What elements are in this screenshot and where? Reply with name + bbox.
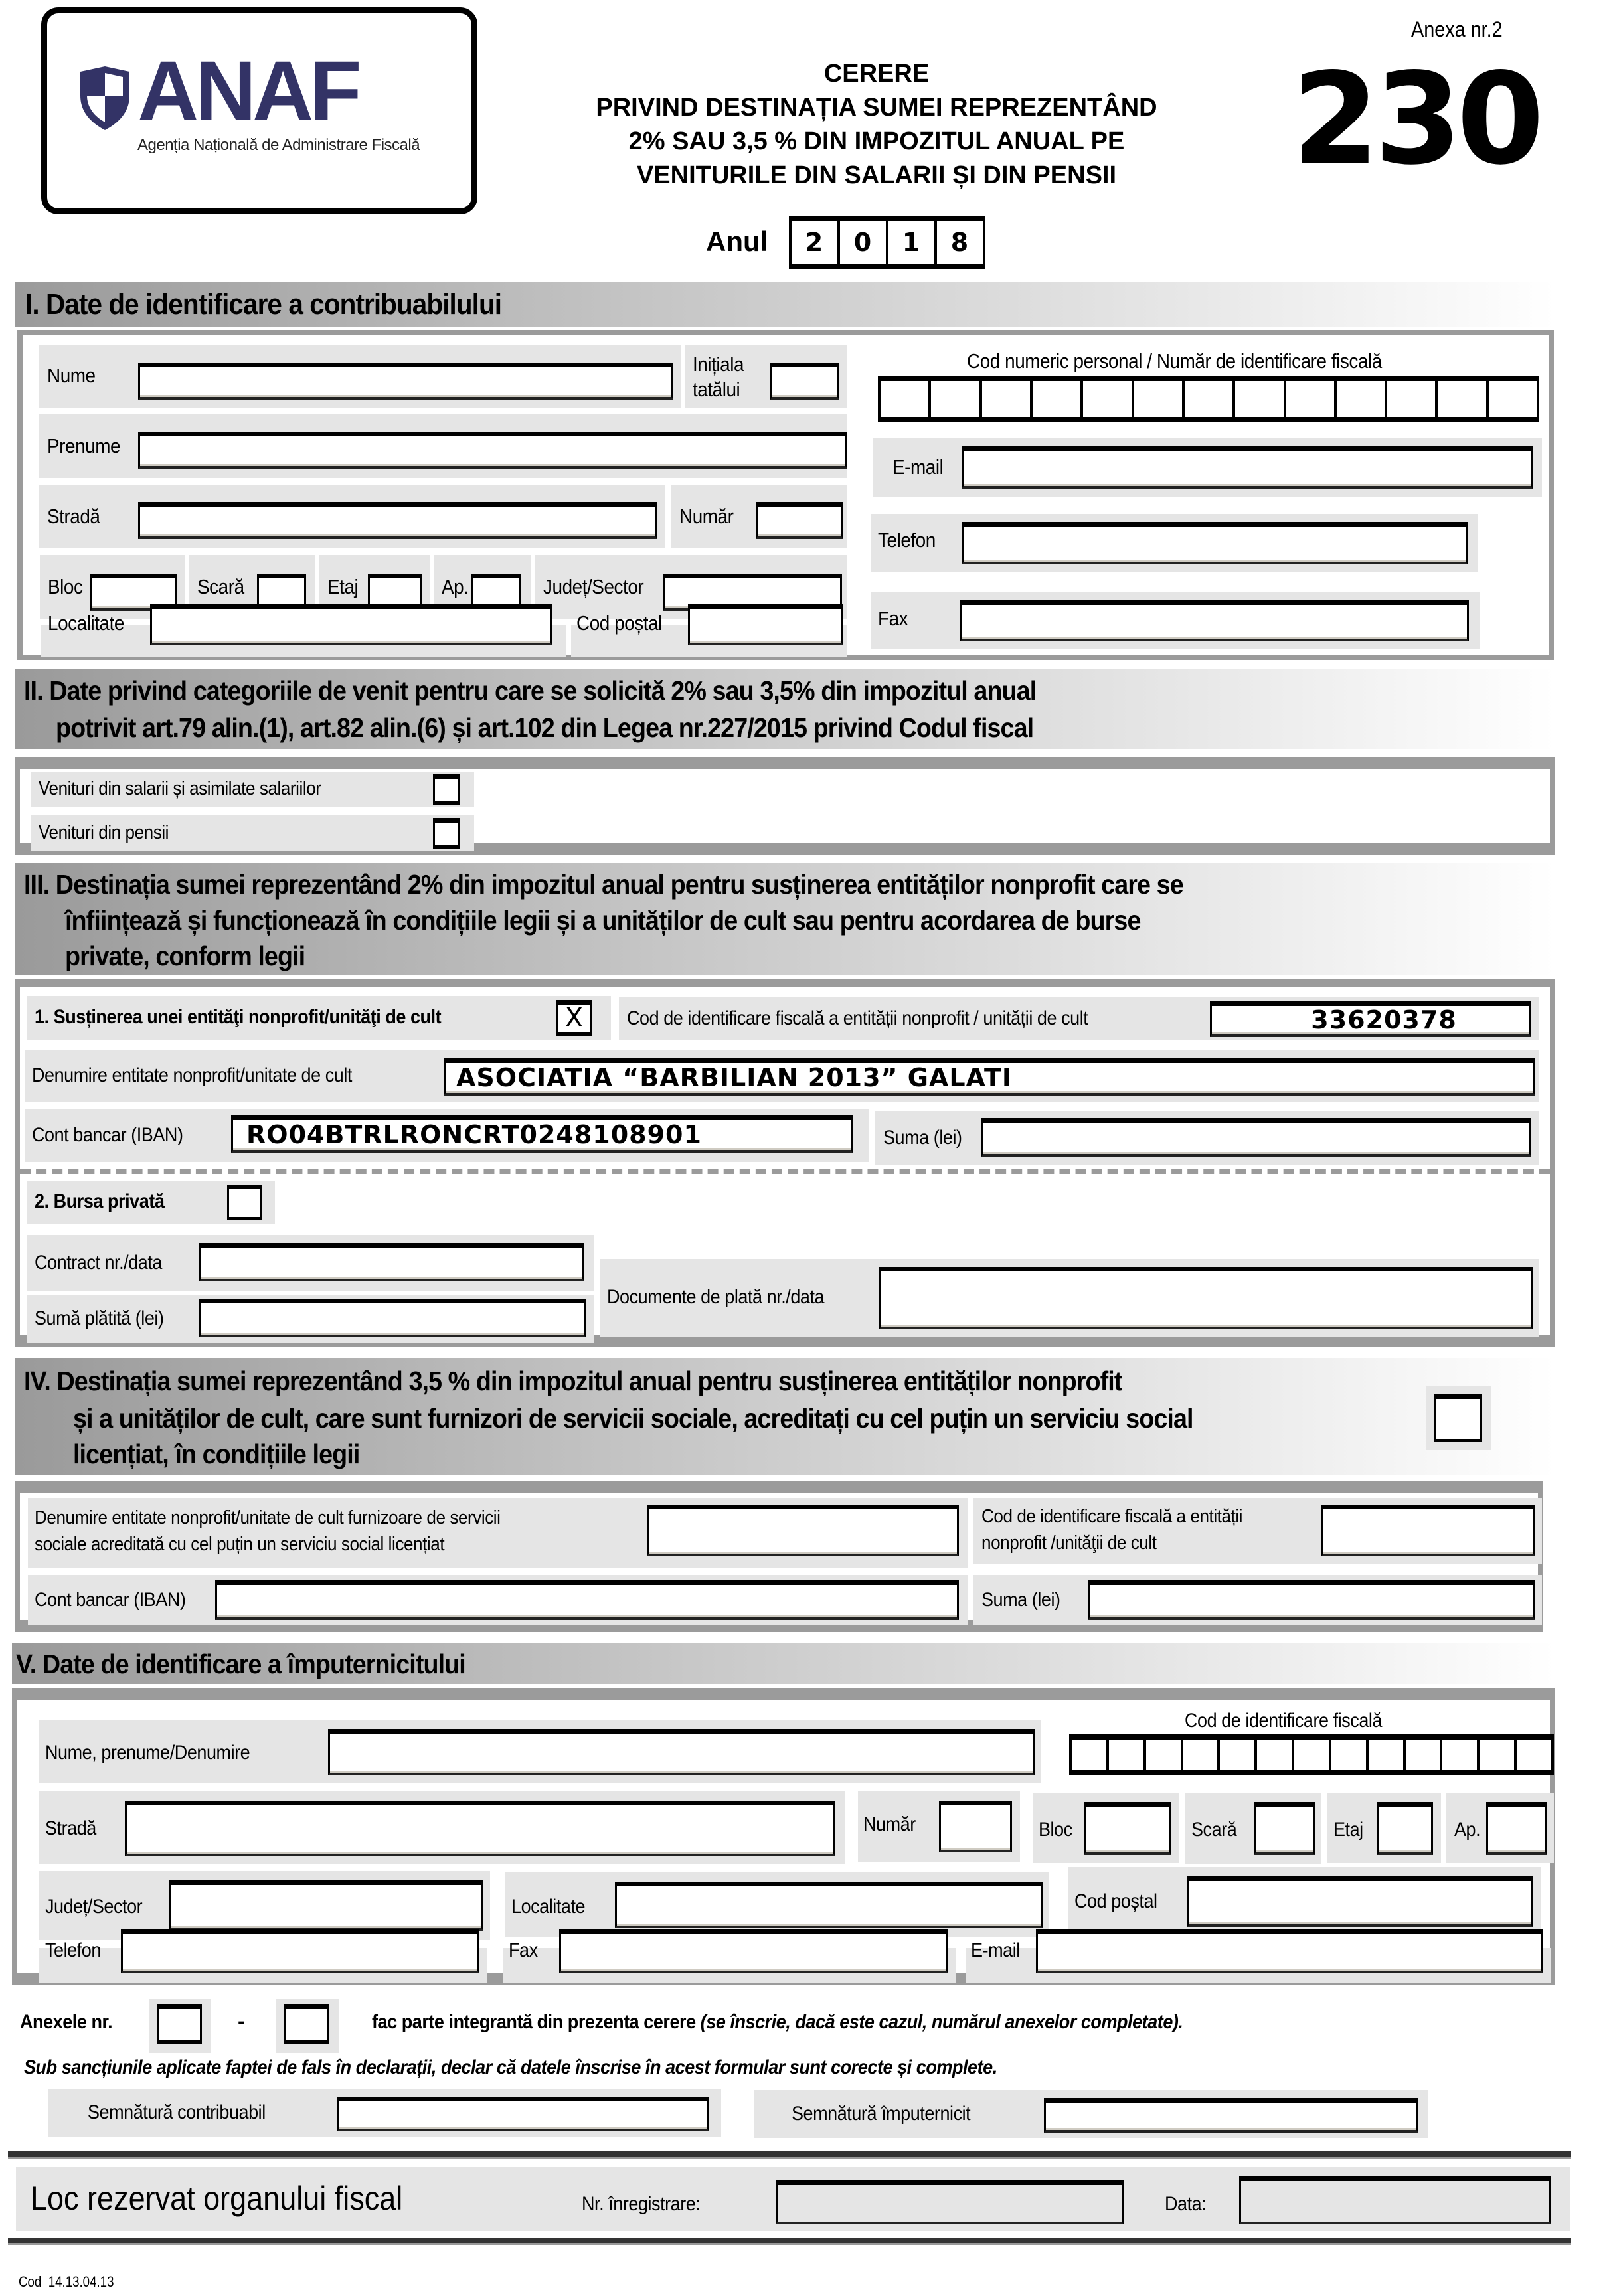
- v-judet-label: Județ/Sector: [45, 1896, 143, 1918]
- iv-cif-label: Cod de identificare fiscală a entității nonprofit /unităţii de cult: [981, 1506, 1243, 1554]
- logo-subtitle: Agenția Națională de Administrare Fiscală: [137, 136, 420, 154]
- fax-label: Fax: [878, 607, 908, 630]
- telefon-label: Telefon: [878, 529, 936, 552]
- section-5-header: [12, 1643, 1555, 1684]
- email-input[interactable]: [962, 446, 1533, 489]
- section-4-checkbox-cell: [1426, 1386, 1491, 1450]
- denumire-label: Denumire entitate nonprofit/unitate de cult: [32, 1064, 352, 1086]
- loc-rezervat-label: Loc rezervat organului fiscal: [31, 2180, 403, 2217]
- initiala-label: Inițiala tatălui: [693, 353, 744, 401]
- fax-cell: [871, 592, 1480, 649]
- telefon-cell: [871, 514, 1478, 572]
- prenume-input[interactable]: [138, 432, 847, 469]
- email-label: E-mail: [892, 455, 944, 479]
- section-5-title: V. Date de identificare a împuternicitului: [16, 1649, 465, 1679]
- cif-digit-box[interactable]: [1220, 1740, 1257, 1770]
- iv-iban-input[interactable]: [215, 1580, 959, 1620]
- pensii-cell: [31, 815, 474, 851]
- anexele-dash: -: [238, 2009, 245, 2033]
- anexele-text: fac parte integrantă din prezenta cerere (se înscrie, dacă este cazul, numărul anexelor completate).: [372, 2011, 1183, 2033]
- cnp-digit-box[interactable]: [1083, 381, 1134, 417]
- section-4-header: [15, 1358, 1555, 1475]
- section-1-header: [15, 282, 1555, 327]
- v-strada-label: Stradă: [45, 1817, 96, 1839]
- iv-denumire-cell: [28, 1498, 968, 1568]
- section-4-title-line3: licențiat, în condițiile legii: [73, 1439, 360, 1469]
- v-numar-label: Număr: [863, 1813, 916, 1835]
- cnp-digit-box[interactable]: [1235, 381, 1286, 417]
- localitate-label: Localitate: [48, 612, 124, 635]
- v-scara-label: Scară: [1191, 1819, 1237, 1841]
- v-numar-cell: [858, 1791, 1020, 1862]
- initiala-cell: [685, 345, 847, 408]
- cnp-digit-box[interactable]: [881, 381, 931, 417]
- prenume-cell: [39, 414, 847, 478]
- judet-label: Județ/Sector: [543, 575, 644, 598]
- initiala-input[interactable]: [770, 363, 839, 400]
- section-1-title: I. Date de identificare a contribuabilului: [25, 288, 502, 321]
- salarii-cell: [31, 772, 474, 807]
- cnp-digit-box[interactable]: [931, 381, 981, 417]
- cif-input[interactable]: 33620378: [1210, 1001, 1531, 1037]
- v-fax-label: Fax: [509, 1939, 538, 1961]
- numar-input[interactable]: [756, 502, 843, 539]
- v-scara-input[interactable]: [1254, 1802, 1315, 1855]
- iv-suma-input[interactable]: [1088, 1580, 1535, 1620]
- cnp-digit-box[interactable]: [1438, 381, 1488, 417]
- v-cif-label: Cod de identificare fiscală: [1185, 1710, 1383, 1732]
- semnatura-contribuabil-cell: [48, 2089, 721, 2137]
- cif-digit-box[interactable]: [1480, 1740, 1517, 1770]
- v-judet-input[interactable]: [169, 1880, 483, 1931]
- strada-label: Stradă: [47, 505, 100, 528]
- data-input: [1239, 2176, 1551, 2224]
- contract-label: Contract nr./data: [35, 1252, 162, 1273]
- bloc-label: Bloc: [48, 575, 83, 598]
- localitate-input[interactable]: [150, 604, 552, 645]
- etaj-label: Etaj: [327, 575, 359, 598]
- section-4-title-line2: și a unităților de cult, care sunt furnizori de servicii sociale, acreditați cu cel puțin un serviciu social: [73, 1403, 1193, 1434]
- nume-input[interactable]: [138, 363, 673, 400]
- title-line: PRIVIND DESTINAȚIA SUMEI REPREZENTÂND: [596, 94, 1157, 122]
- numar-cell: [671, 485, 847, 548]
- anexele-from-input[interactable]: [157, 2004, 202, 2044]
- v-localitate-cell: [505, 1872, 1049, 1937]
- iv-suma-cell: [973, 1575, 1542, 1625]
- cif-digit-box[interactable]: [1109, 1740, 1146, 1770]
- cif-digit-box[interactable]: [1183, 1740, 1221, 1770]
- v-strada-input[interactable]: [125, 1801, 835, 1856]
- semnatura-contribuabil-label: Semnătură contribuabil: [88, 2101, 266, 2123]
- year-digit: 1: [888, 221, 937, 264]
- nume-label: Nume: [47, 364, 96, 387]
- cif-digit-box[interactable]: [1517, 1740, 1551, 1770]
- iban-input[interactable]: RO04BTRLRONCRT0248108901: [231, 1115, 853, 1153]
- ap-label: Ap.: [442, 575, 469, 598]
- item1-checkbox[interactable]: X: [556, 1000, 592, 1036]
- annex-label: Anexa nr.2: [1411, 17, 1503, 41]
- v-cif-field[interactable]: [1069, 1734, 1554, 1775]
- v-email-label: E-mail: [971, 1939, 1020, 1961]
- v-bloc-cell: [1033, 1793, 1179, 1863]
- cnp-digit-box[interactable]: [1185, 381, 1235, 417]
- v-fax-input[interactable]: [559, 1929, 948, 1973]
- section-2-header: [15, 669, 1555, 749]
- item2-checkbox[interactable]: [227, 1185, 262, 1220]
- suma-platita-label: Sumă plătită (lei): [35, 1307, 164, 1329]
- v-ap-cell: [1446, 1793, 1554, 1863]
- cnp-digit-box[interactable]: [1387, 381, 1438, 417]
- section-3-title-line1: III. Destinația sumei reprezentând 2% din impozitul anual pentru susținerea entităților nonprofit care se: [24, 869, 1183, 900]
- section-3-header: [15, 863, 1555, 975]
- iban-label: Cont bancar (IBAN): [32, 1124, 183, 1146]
- item1-label: 1. Susținerea unei entităţi nonprofit/unităţi de cult: [35, 1006, 442, 1028]
- v-email-input[interactable]: [1036, 1929, 1543, 1973]
- v-cod-postal-input[interactable]: [1187, 1876, 1533, 1927]
- anexele-label: Anexele nr.: [20, 2011, 113, 2033]
- nume-cell: [39, 345, 681, 408]
- semnatura-imputernicit-label: Semnătură împuternicit: [792, 2103, 971, 2125]
- suma-input[interactable]: [981, 1118, 1531, 1157]
- title-line: VENITURILE DIN SALARII ȘI DIN PENSII: [636, 161, 1117, 189]
- cnp-digit-box[interactable]: [1134, 381, 1185, 417]
- year-digit: 8: [950, 228, 970, 257]
- year-label: Anul: [706, 226, 768, 257]
- cif-label: Cod de identificare fiscală a entității nonprofit / unității de cult: [627, 1007, 1088, 1029]
- divider-bottom: [8, 2238, 1571, 2245]
- documente-cell: [600, 1259, 1539, 1337]
- cod-postal-label: Cod poștal: [576, 612, 662, 635]
- title-line: CERERE: [823, 60, 930, 88]
- shield-icon: [78, 66, 132, 130]
- v-bloc-label: Bloc: [1039, 1819, 1072, 1841]
- contract-input[interactable]: [199, 1243, 584, 1281]
- v-ap-input[interactable]: [1486, 1802, 1547, 1855]
- semnatura-imputernicit-cell: [754, 2090, 1428, 2138]
- item2-cell: [27, 1181, 275, 1224]
- suma-label: Suma (lei): [883, 1127, 962, 1149]
- iv-denumire-label: Denumire entitate nonprofit/unitate de cult furnizoare de servicii sociale acreditată cu cel puțin un serviciu social licențiat: [35, 1507, 501, 1555]
- cnp-label: Cod numeric personal / Număr de identificare fiscală: [967, 349, 1382, 372]
- iv-cif-cell: [973, 1498, 1542, 1564]
- item1-cell: [27, 996, 611, 1040]
- cif-digit-box[interactable]: [1294, 1740, 1331, 1770]
- scara-label: Scară: [197, 575, 244, 598]
- anexele-from-cell: [149, 1999, 211, 2053]
- cif-digit-box[interactable]: [1369, 1740, 1406, 1770]
- v-etaj-input[interactable]: [1377, 1802, 1433, 1855]
- cnp-digit-box[interactable]: [1489, 381, 1537, 417]
- cif-digit-box[interactable]: [1257, 1740, 1294, 1770]
- iban-cell: [25, 1109, 869, 1162]
- section-3-title-line2: înființează și funcționează în condițiile legii și a unităților de cult sau pentru acordarea de burse: [65, 905, 1141, 936]
- strada-cell: [39, 485, 665, 548]
- divider-top: [8, 2151, 1571, 2159]
- v-scara-cell: [1185, 1793, 1321, 1864]
- iv-cif-input[interactable]: [1321, 1505, 1535, 1556]
- salarii-checkbox[interactable]: [433, 774, 460, 805]
- logo-text: ANAF: [137, 44, 358, 139]
- section-4-checkbox[interactable]: [1434, 1394, 1482, 1442]
- cif-digit-box[interactable]: [1146, 1740, 1183, 1770]
- v-etaj-label: Etaj: [1333, 1819, 1363, 1841]
- year-field[interactable]: [789, 216, 985, 269]
- v-numar-input[interactable]: [939, 1801, 1012, 1852]
- strada-input[interactable]: [138, 502, 657, 539]
- iv-iban-cell: [28, 1575, 968, 1625]
- nr-inregistrare-input: [776, 2180, 1124, 2224]
- v-telefon-label: Telefon: [45, 1939, 101, 1961]
- section-3-title-line3: private, conform legii: [65, 941, 305, 971]
- cod-postal-input[interactable]: [688, 604, 843, 645]
- anexele-to-cell: [276, 1999, 339, 2053]
- denumire-cell: [25, 1050, 1539, 1102]
- cnp-digit-box[interactable]: [1286, 381, 1337, 417]
- cnp-digit-box[interactable]: [1337, 381, 1387, 417]
- pensii-label: Venituri din pensii: [39, 822, 169, 843]
- v-localitate-label: Localitate: [511, 1896, 586, 1918]
- item2-label: 2. Bursa privată: [35, 1190, 165, 1212]
- v-nume-input[interactable]: [328, 1729, 1035, 1775]
- prenume-label: Prenume: [47, 434, 121, 457]
- v-ap-label: Ap.: [1454, 1819, 1481, 1841]
- declaration-text: Sub sancțiunile aplicate faptei de fals în declarații, declar că datele înscrise în acest formular sunt corecte și complete.: [24, 2056, 997, 2078]
- anaf-logo-frame: [41, 7, 477, 214]
- v-localitate-input[interactable]: [615, 1882, 1043, 1928]
- v-strada-cell: [39, 1791, 845, 1864]
- iv-denumire-input[interactable]: [647, 1505, 959, 1556]
- nr-inregistrare-label: Nr. înregistrare:: [582, 2193, 701, 2215]
- semnatura-imputernicit-input[interactable]: [1044, 2098, 1418, 2133]
- pensii-checkbox[interactable]: [433, 818, 460, 849]
- cif-digit-box[interactable]: [1331, 1740, 1369, 1770]
- email-cell: [873, 438, 1542, 497]
- cnp-field[interactable]: [878, 376, 1539, 422]
- v-nume-cell: [39, 1720, 1041, 1783]
- form-code: Cod 14.13.04.13: [19, 2273, 114, 2290]
- form-number: 230: [1292, 46, 1539, 193]
- v-cod-postal-label: Cod poștal: [1074, 1890, 1157, 1912]
- v-cod-postal-cell: [1068, 1867, 1541, 1936]
- suma-cell: [875, 1111, 1539, 1165]
- iv-suma-label: Suma (lei): [981, 1589, 1060, 1611]
- cif-digit-box[interactable]: [1442, 1740, 1480, 1770]
- loc-rezervat-band: [16, 2167, 1570, 2231]
- title-line: 2% SAU 3,5 % DIN IMPOZITUL ANUAL PE: [628, 127, 1125, 155]
- v-nume-label: Nume, prenume/Denumire: [45, 1742, 250, 1763]
- cnp-digit-box[interactable]: [982, 381, 1033, 417]
- section-2-title-line1: II. Date privind categoriile de venit pentru care se solicită 2% sau 3,5% din impozitul anual: [24, 675, 1037, 706]
- cif-digit-box[interactable]: [1072, 1740, 1109, 1770]
- v-telefon-input[interactable]: [121, 1929, 479, 1973]
- suma-platita-input[interactable]: [199, 1299, 586, 1337]
- cif-digit-box[interactable]: [1406, 1740, 1443, 1770]
- contract-cell: [27, 1235, 594, 1291]
- cnp-digit-box[interactable]: [1033, 381, 1083, 417]
- cif-cell: [619, 997, 1539, 1040]
- v-etaj-cell: [1327, 1793, 1441, 1863]
- form-title: [571, 57, 1182, 193]
- suma-platita-cell: [27, 1295, 594, 1343]
- v-bloc-input[interactable]: [1084, 1802, 1171, 1855]
- numar-label: Număr: [679, 505, 734, 528]
- denumire-input[interactable]: ASOCIATIA “BARBILIAN 2013” GALATI: [444, 1058, 1535, 1096]
- anexele-to-input[interactable]: [284, 2004, 329, 2044]
- documente-label: Documente de plată nr./data: [607, 1286, 825, 1308]
- year-digit: 2: [792, 221, 840, 264]
- section-2-title-line2: potrivit art.79 alin.(1), art.82 alin.(6) și art.102 din Legea nr.227/2015 privind Codul fiscal: [56, 712, 1034, 743]
- fax-input[interactable]: [960, 600, 1469, 641]
- section-3-divider: [20, 1169, 1550, 1174]
- section-4-title-line1: IV. Destinația sumei reprezentând 3,5 % din impozitul anual pentru susținerea entităților nonprofit: [24, 1366, 1122, 1396]
- telefon-input[interactable]: [962, 522, 1468, 564]
- documente-input[interactable]: [879, 1267, 1533, 1329]
- iv-iban-label: Cont bancar (IBAN): [35, 1589, 186, 1611]
- salarii-label: Venituri din salarii și asimilate salariilor: [39, 778, 321, 799]
- data-label: Data:: [1165, 2193, 1207, 2215]
- semnatura-contribuabil-input[interactable]: [337, 2097, 709, 2131]
- year-digit: 0: [840, 221, 888, 264]
